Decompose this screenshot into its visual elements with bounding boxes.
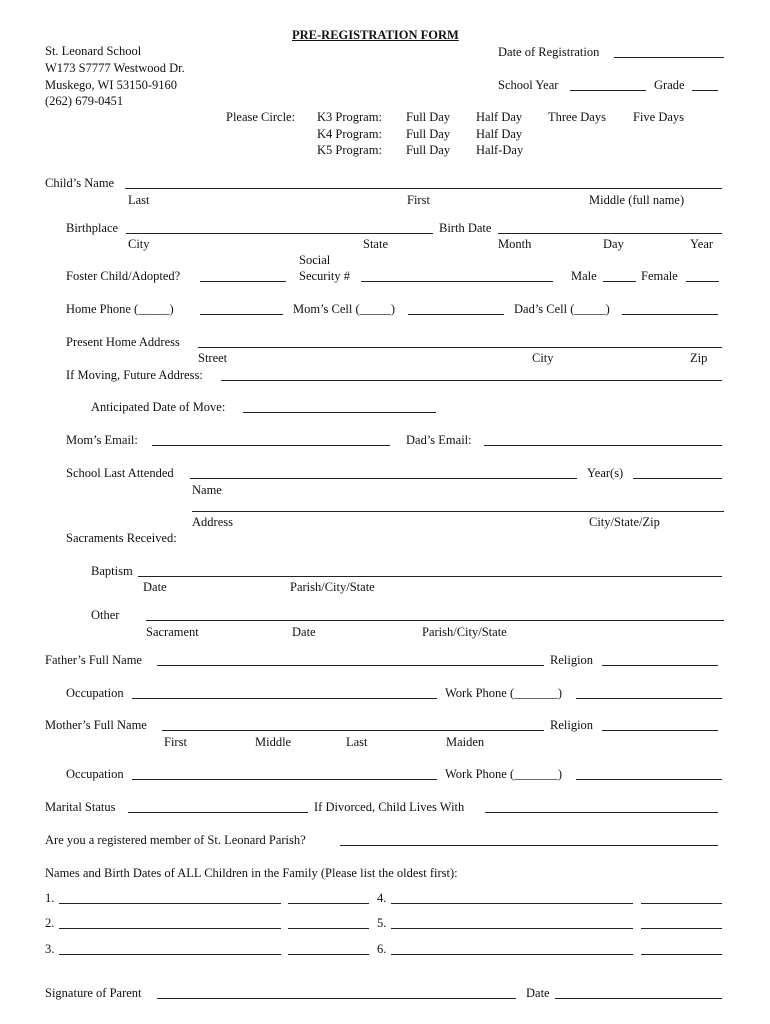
sacrament-caption: Sacrament	[146, 625, 199, 639]
child-6-name-field[interactable]	[391, 954, 633, 955]
school-address-field[interactable]	[192, 511, 724, 512]
dads-email-field[interactable]	[484, 445, 722, 446]
social-label: Social	[299, 253, 331, 267]
mother-occupation-label: Occupation	[66, 767, 124, 781]
security-number-label: Security #	[299, 269, 351, 283]
date-of-registration-field[interactable]	[614, 57, 724, 58]
child-3-name-field[interactable]	[59, 954, 281, 955]
k3-program-label: K3 Program:	[317, 110, 382, 124]
father-work-phone-label: Work Phone (_______)	[445, 686, 563, 700]
birth-date-label: Birth Date	[439, 221, 492, 235]
baptism-field[interactable]	[138, 576, 722, 577]
address-city-caption: City	[532, 351, 554, 365]
other-sacrament-field[interactable]	[146, 620, 724, 621]
child-6-birthdate-field[interactable]	[641, 954, 722, 955]
present-home-address-label: Present Home Address	[66, 335, 180, 349]
anticipated-move-label: Anticipated Date of Move:	[91, 400, 226, 414]
other-parish-caption: Parish/City/State	[422, 625, 507, 639]
child-number-2: 2.	[45, 916, 55, 930]
k3-full-day-option[interactable]: Full Day	[406, 110, 451, 124]
female-label: Female	[641, 269, 678, 283]
marital-status-label: Marital Status	[45, 800, 116, 814]
k3-three-days-option[interactable]: Three Days	[548, 110, 606, 124]
child-4-name-field[interactable]	[391, 903, 633, 904]
child-5-birthdate-field[interactable]	[641, 928, 722, 929]
present-home-address-field[interactable]	[198, 347, 722, 348]
home-phone-label: Home Phone (_____)	[66, 302, 174, 316]
mother-last-caption: Last	[346, 735, 368, 749]
signature-of-parent-label: Signature of Parent	[45, 986, 142, 1000]
male-field[interactable]	[603, 281, 636, 282]
year-caption: Year	[690, 237, 714, 251]
day-caption: Day	[603, 237, 624, 251]
father-religion-label: Religion	[550, 653, 594, 667]
k4-program-label: K4 Program:	[317, 127, 382, 141]
mother-middle-caption: Middle	[255, 735, 292, 749]
street-caption: Street	[198, 351, 228, 365]
mothers-full-name-field[interactable]	[162, 730, 544, 731]
if-divorced-field[interactable]	[485, 812, 718, 813]
grade-field[interactable]	[692, 90, 718, 91]
registered-member-label: Are you a registered member of St. Leonard Parish?	[45, 833, 306, 847]
please-circle-label: Please Circle:	[226, 110, 296, 124]
child-2-birthdate-field[interactable]	[288, 928, 369, 929]
dads-cell-label: Dad’s Cell (_____)	[514, 302, 610, 316]
child-number-1: 1.	[45, 891, 55, 905]
registered-member-field[interactable]	[340, 845, 718, 846]
last-caption: Last	[128, 193, 150, 207]
dads-email-label: Dad’s Email:	[406, 433, 472, 447]
father-occupation-field[interactable]	[132, 698, 437, 699]
school-address-line2: Muskego, WI 53150-9160	[45, 78, 178, 92]
school-city-state-zip-caption: City/State/Zip	[589, 515, 660, 529]
mother-work-phone-label: Work Phone (_______)	[445, 767, 563, 781]
moms-cell-field[interactable]	[408, 314, 504, 315]
k5-program-label: K5 Program:	[317, 143, 382, 157]
dads-cell-field[interactable]	[622, 314, 718, 315]
mother-maiden-caption: Maiden	[446, 735, 485, 749]
zip-caption: Zip	[690, 351, 708, 365]
child-number-5: 5.	[377, 916, 387, 930]
month-caption: Month	[498, 237, 532, 251]
marital-status-field[interactable]	[128, 812, 308, 813]
form-title: PRE-REGISTRATION FORM	[292, 28, 459, 42]
home-phone-field[interactable]	[200, 314, 283, 315]
date-of-registration-label: Date of Registration	[498, 45, 600, 59]
future-address-field[interactable]	[221, 380, 722, 381]
school-last-attended-label: School Last Attended	[66, 466, 174, 480]
father-work-phone-field[interactable]	[576, 698, 722, 699]
anticipated-move-field[interactable]	[243, 412, 436, 413]
baptism-label: Baptism	[91, 564, 133, 578]
father-religion-field[interactable]	[602, 665, 718, 666]
social-security-field[interactable]	[361, 281, 553, 282]
moms-email-field[interactable]	[152, 445, 390, 446]
signature-date-label: Date	[526, 986, 550, 1000]
future-address-label: If Moving, Future Address:	[66, 368, 203, 382]
first-caption: First	[407, 193, 430, 207]
school-last-attended-field[interactable]	[190, 478, 577, 479]
mother-religion-field[interactable]	[602, 730, 718, 731]
school-address-line1: W173 S7777 Westwood Dr.	[45, 61, 185, 75]
child-number-4: 4.	[377, 891, 387, 905]
child-1-name-field[interactable]	[59, 903, 281, 904]
children-list-label: Names and Birth Dates of ALL Children in the Family (Please list the oldest first):	[45, 866, 458, 880]
k5-full-day-option[interactable]: Full Day	[406, 143, 451, 157]
signature-field[interactable]	[157, 998, 516, 999]
moms-cell-label: Mom’s Cell (_____)	[293, 302, 396, 316]
k3-half-day-option[interactable]: Half Day	[476, 110, 523, 124]
years-field[interactable]	[633, 478, 722, 479]
foster-adopted-label: Foster Child/Adopted?	[66, 269, 181, 283]
fathers-full-name-field[interactable]	[157, 665, 544, 666]
mother-first-caption: First	[164, 735, 187, 749]
male-label: Male	[571, 269, 597, 283]
k4-half-day-option[interactable]: Half Day	[476, 127, 523, 141]
state-caption: State	[363, 237, 388, 251]
school-name-caption: Name	[192, 483, 222, 497]
school-year-field[interactable]	[570, 90, 646, 91]
moms-email-label: Mom’s Email:	[66, 433, 138, 447]
mother-religion-label: Religion	[550, 718, 594, 732]
birth-date-field[interactable]	[498, 233, 722, 234]
sacraments-received-label: Sacraments Received:	[66, 531, 177, 545]
baptism-parish-caption: Parish/City/State	[290, 580, 375, 594]
baptism-date-caption: Date	[143, 580, 167, 594]
child-number-3: 3.	[45, 942, 55, 956]
years-label: Year(s)	[587, 466, 624, 480]
k3-five-days-option[interactable]: Five Days	[633, 110, 685, 124]
city-caption: City	[128, 237, 150, 251]
fathers-full-name-label: Father’s Full Name	[45, 653, 142, 667]
k5-half-day-option[interactable]: Half-Day	[476, 143, 524, 157]
if-divorced-label: If Divorced, Child Lives With	[314, 800, 465, 814]
female-field[interactable]	[686, 281, 719, 282]
grade-label: Grade	[654, 78, 685, 92]
childs-name-label: Child’s Name	[45, 176, 115, 190]
birthplace-field[interactable]	[126, 233, 433, 234]
mother-occupation-field[interactable]	[132, 779, 437, 780]
child-3-birthdate-field[interactable]	[288, 954, 369, 955]
k4-full-day-option[interactable]: Full Day	[406, 127, 451, 141]
signature-date-field[interactable]	[555, 998, 722, 999]
other-sacrament-label: Other	[91, 608, 120, 622]
child-4-birthdate-field[interactable]	[641, 903, 722, 904]
birthplace-label: Birthplace	[66, 221, 119, 235]
mother-work-phone-field[interactable]	[576, 779, 722, 780]
child-2-name-field[interactable]	[59, 928, 281, 929]
school-name: St. Leonard School	[45, 44, 142, 58]
childs-name-field[interactable]	[125, 188, 722, 189]
other-date-caption: Date	[292, 625, 316, 639]
middle-caption: Middle (full name)	[589, 193, 685, 207]
foster-adopted-field[interactable]	[200, 281, 286, 282]
school-phone: (262) 679-0451	[45, 94, 124, 108]
child-number-6: 6.	[377, 942, 387, 956]
school-address-caption: Address	[192, 515, 233, 529]
mothers-full-name-label: Mother’s Full Name	[45, 718, 147, 732]
father-occupation-label: Occupation	[66, 686, 124, 700]
school-year-label: School Year	[498, 78, 559, 92]
child-1-birthdate-field[interactable]	[288, 903, 369, 904]
child-5-name-field[interactable]	[391, 928, 633, 929]
